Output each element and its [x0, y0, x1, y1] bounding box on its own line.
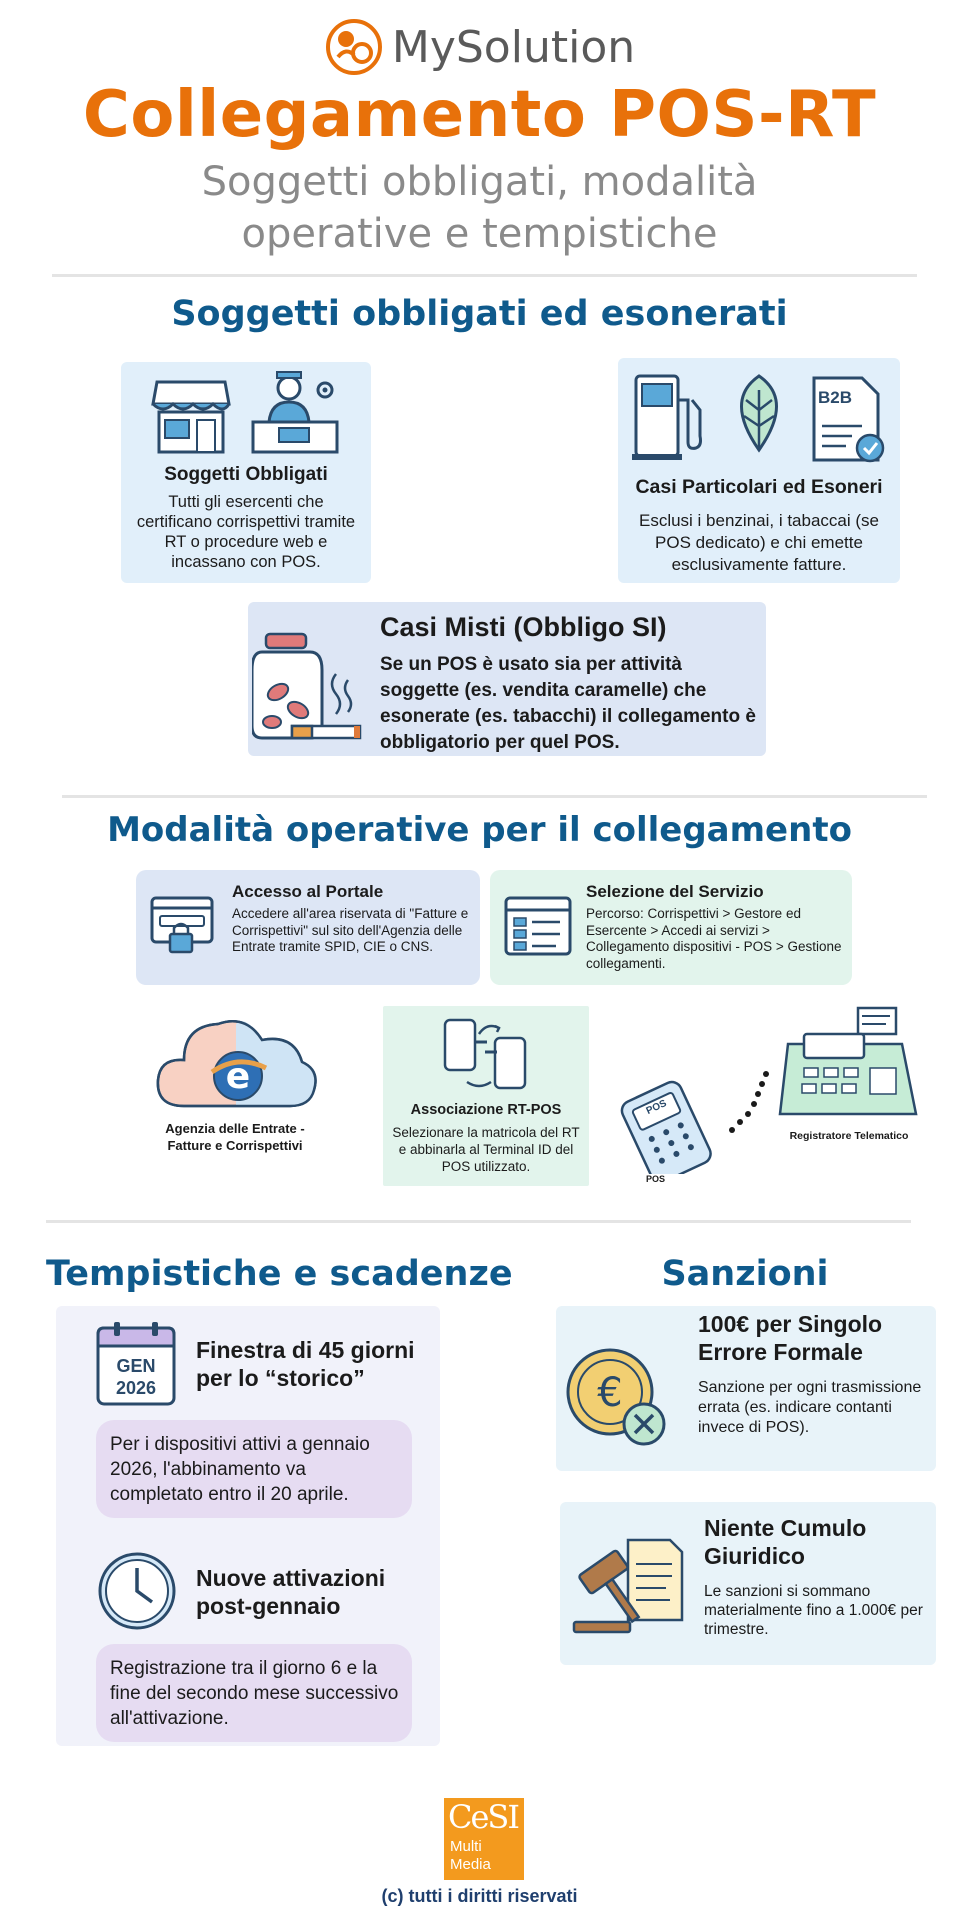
dotted-link-icon — [726, 1066, 776, 1140]
card-accesso-portale-title: Accesso al Portale — [232, 882, 384, 901]
cigarette-icon — [290, 670, 366, 744]
b2b-label: B2B — [818, 388, 853, 407]
calendar-widget — [96, 1320, 176, 1406]
phone-link-icon — [441, 1012, 531, 1096]
cesi-logo-sub2: Media — [450, 1856, 491, 1873]
brand-name: MySolution — [391, 21, 636, 73]
sanzione-errore-title: 100€ per Singolo Errore Formale — [698, 1311, 883, 1365]
cumulo-title: Niente Cumulo Giuridico — [704, 1515, 867, 1569]
page-subtitle: Soggetti obbligati, modalità operative e tempistiche — [201, 159, 758, 257]
tempistiche-panel — [56, 1306, 440, 1746]
item2-pill — [96, 1644, 412, 1742]
card-casi-particolari-text: Esclusi i benzinai, i tabaccai (se POS dedicato) e chi emette esclusivamente fatture. — [638, 511, 879, 574]
section-title-tempistiche: Tempistiche e scadenze — [46, 1254, 513, 1294]
service-window-icon — [504, 894, 572, 958]
card-selezione-servizio — [490, 870, 852, 985]
brand-row — [0, 12, 959, 82]
gavel-document-icon — [570, 1536, 690, 1636]
sanzione-errore-text: Sanzione per ogni trasmissione errata (es. indicare contanti invece di POS). — [698, 1379, 922, 1436]
card-associazione-text: Selezionare la matricola del RT e abbinarla al Terminal ID del POS utilizzato. — [392, 1125, 580, 1174]
item1-pill — [96, 1420, 412, 1518]
divider — [46, 1220, 911, 1223]
item1-text: Per i dispositivi attivi a gennaio 2026, l'abbinamento va completato entro il 20 aprile. — [110, 1434, 370, 1505]
card-associazione-title: Associazione RT-POS — [410, 1102, 562, 1118]
item2-text: Registrazione tra il giorno 6 e la fine del secondo mese successivo all'attivazione. — [110, 1658, 399, 1729]
agenzia-entrate-label: Agenzia delle Entrate - Fatture e Corrispettivi — [165, 1121, 305, 1153]
login-portal-icon — [150, 894, 214, 958]
card-casi-particolari-title: Casi Particolari ed Esoneri — [635, 476, 883, 498]
pos-label: POS — [646, 1174, 666, 1184]
card-cumulo-giuridico — [560, 1502, 936, 1665]
leaf-icon — [716, 370, 802, 456]
cumulo-text: Le sanzioni si sommano materialmente fino a 1.000€ per trimestre. — [704, 1583, 923, 1638]
pos-terminal-block — [612, 1078, 734, 1188]
svg-text:e: e — [225, 1056, 251, 1097]
cloud-agenzia-icon — [154, 1010, 318, 1110]
pos-terminal-icon — [612, 1078, 728, 1174]
registratore-label: Registratore Telematico — [789, 1130, 909, 1142]
cesi-logo-main: CeSI — [448, 1798, 518, 1836]
cesi-logo — [444, 1798, 524, 1880]
card-accesso-portale-text: Accedere all'area riservata di "Fatture e Corrispettivi" sul sito dell'Agenzia delle Entrate tramite SPID, CIE o CNS. — [232, 906, 469, 954]
calendar-month: GEN — [116, 1356, 156, 1376]
calendar-year: 2026 — [115, 1378, 157, 1398]
svg-text:€: € — [597, 1370, 623, 1416]
card-casi-particolari — [618, 358, 900, 583]
divider — [52, 274, 917, 277]
shop-icon — [151, 372, 231, 456]
item1-title: Finestra di 45 giorni per lo “storico” — [196, 1337, 415, 1391]
fuel-pump-icon — [630, 370, 710, 462]
euro-coin-icon — [564, 1342, 670, 1448]
page-title: Collegamento POS-RT — [82, 78, 877, 152]
section-title-soggetti: Soggetti obbligati ed esonerati — [171, 294, 788, 334]
mysolution-logo-icon — [324, 17, 384, 77]
pos-screen-label: POS — [644, 1098, 669, 1117]
merchant-icon — [249, 366, 341, 456]
card-soggetti-obbligati — [121, 362, 371, 583]
section-title-modalita: Modalità operative per il collegamento — [107, 810, 852, 850]
card-selezione-servizio-text: Percorso: Corrispettivi > Gestore ed Esercente > Accedi ai servizi > Collegamento dispositivi - POS > Gestione collegamenti. — [586, 906, 842, 971]
card-accesso-portale — [136, 870, 480, 985]
card-casi-misti-title: Casi Misti (Obbligo SI) — [380, 612, 667, 642]
agenzia-entrate-block — [150, 1010, 320, 1160]
card-soggetti-obbligati-text: Tutti gli esercenti che certificano corrispettivi tramite RT o procedure web e incassano con POS. — [136, 493, 356, 571]
card-soggetti-obbligati-title: Soggetti Obbligati — [164, 464, 328, 485]
card-selezione-servizio-title: Selezione del Servizio — [586, 882, 764, 901]
clock-icon — [96, 1550, 178, 1632]
section-title-sanzioni: Sanzioni — [661, 1254, 829, 1294]
registratore-telematico-block — [774, 1004, 924, 1154]
card-sanzione-errore — [556, 1306, 936, 1471]
copyright-text: (c) tutti i diritti riservati — [381, 1886, 578, 1906]
cash-register-icon — [778, 1004, 918, 1120]
cesi-logo-sub1: Multi — [450, 1838, 482, 1855]
card-casi-misti — [248, 602, 766, 756]
item2-title: Nuove attivazioni post-gennaio — [196, 1565, 386, 1619]
card-associazione-rt-pos — [383, 1006, 589, 1186]
divider — [62, 795, 927, 798]
card-casi-misti-text: Se un POS è usato sia per attività soggette (es. vendita caramelle) che esonerate (es. tabacchi) il collegamento è obbligatorio per quel POS. — [380, 654, 756, 753]
